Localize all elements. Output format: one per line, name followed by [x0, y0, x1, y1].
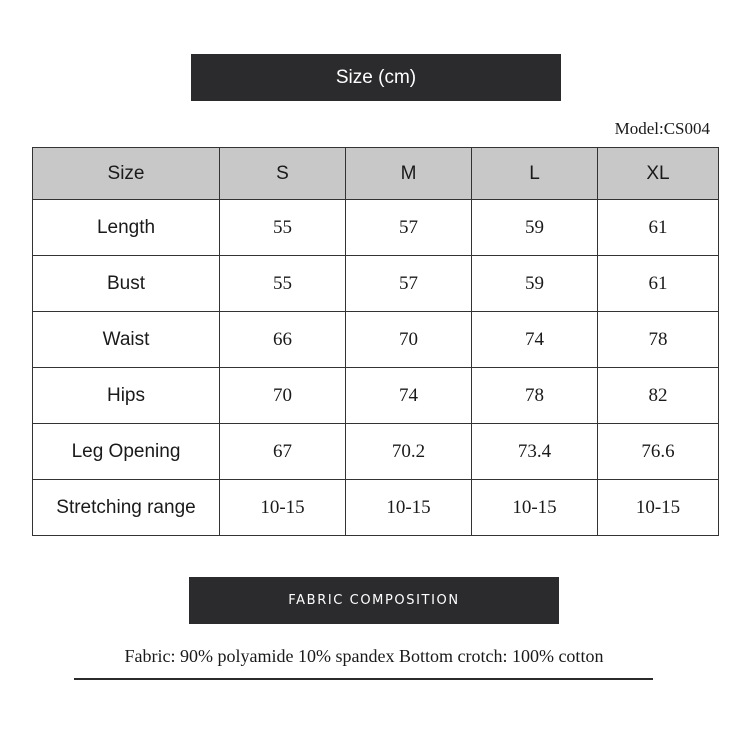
cell-xl: 76.6	[598, 424, 719, 480]
fabric-description: Fabric: 90% polyamide 10% spandex Bottom crotch: 100% cotton	[124, 646, 604, 666]
cell-l: 10-15	[472, 480, 598, 536]
table-row-leg-opening	[33, 424, 719, 480]
fabric-composition-title: FABRIC COMPOSITION	[288, 593, 460, 608]
cell-l: 73.4	[472, 424, 598, 480]
cell-xl: 10-15	[598, 480, 719, 536]
row-label: Hips	[33, 368, 220, 424]
cell-s: 66	[220, 312, 346, 368]
row-label: Leg Opening	[33, 424, 220, 480]
table-row-bust	[33, 256, 719, 312]
table-header-row	[33, 148, 719, 200]
fabric-composition-banner	[189, 577, 559, 624]
model-number: Model:CS004	[614, 119, 710, 138]
table-row-stretching-range	[33, 480, 719, 536]
row-label: Waist	[33, 312, 220, 368]
cell-s: 55	[220, 256, 346, 312]
cell-s: 10-15	[220, 480, 346, 536]
column-header-m: M	[346, 148, 472, 200]
size-title-banner	[191, 54, 561, 101]
cell-xl: 78	[598, 312, 719, 368]
cell-m: 10-15	[346, 480, 472, 536]
cell-l: 78	[472, 368, 598, 424]
cell-s: 55	[220, 200, 346, 256]
cell-m: 57	[346, 200, 472, 256]
table-row-waist	[33, 312, 719, 368]
cell-l: 59	[472, 200, 598, 256]
cell-s: 70	[220, 368, 346, 424]
cell-m: 57	[346, 256, 472, 312]
fabric-underline-divider	[74, 678, 653, 680]
size-title-text: Size (cm)	[335, 66, 417, 88]
table-row-length	[33, 200, 719, 256]
cell-xl: 61	[598, 256, 719, 312]
size-chart-table	[32, 147, 719, 536]
cell-l: 59	[472, 256, 598, 312]
table-row-hips	[33, 368, 719, 424]
column-header-size: Size	[33, 148, 220, 200]
row-label: Bust	[33, 256, 220, 312]
column-header-s: S	[220, 148, 346, 200]
row-label: Length	[33, 200, 220, 256]
cell-m: 70.2	[346, 424, 472, 480]
cell-xl: 82	[598, 368, 719, 424]
cell-xl: 61	[598, 200, 719, 256]
cell-m: 74	[346, 368, 472, 424]
cell-l: 74	[472, 312, 598, 368]
column-header-xl: XL	[598, 148, 719, 200]
cell-m: 70	[346, 312, 472, 368]
row-label: Stretching range	[33, 480, 220, 536]
column-header-l: L	[472, 148, 598, 200]
cell-s: 67	[220, 424, 346, 480]
